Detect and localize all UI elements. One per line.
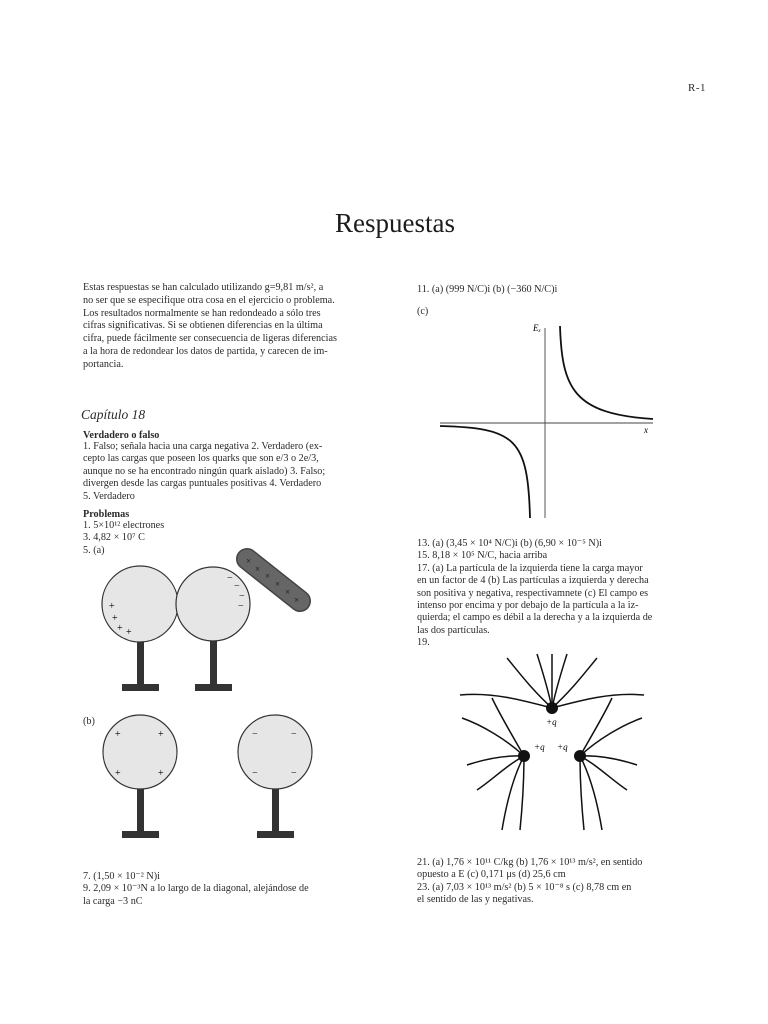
cross-mark: × (275, 579, 281, 589)
charge-top (546, 702, 558, 714)
answer-17: 17. (a) La partícula de la izquierda tiene la carga mayor (417, 562, 643, 574)
sphere-right (176, 567, 250, 691)
sphere-positive (103, 715, 177, 838)
field-lines-diagram (452, 650, 652, 835)
plus-sign: + (126, 627, 132, 638)
sphere-negative (238, 715, 312, 838)
chapter-heading: Capítulo 18 (81, 407, 146, 422)
charge-label: +q (534, 742, 545, 752)
answer-17-cont: en un factor de 4 (b) Las partículas a izquierda y derecha (417, 575, 649, 587)
field-graph (435, 318, 660, 528)
minus-sign: − (252, 768, 258, 779)
minus-sign: − (291, 729, 297, 740)
charged-rod (246, 556, 300, 605)
answer-17-cont: intenso por encima y por debajo de la partícula a la iz- (417, 600, 639, 612)
answer-5a: 5. (a) (83, 544, 105, 556)
answer-17-cont: las dos partículas. (417, 624, 490, 636)
intro-line: cifras significativas. Si se obtienen diferencias en la última (83, 320, 323, 332)
answer-1: 1. 5×10¹² electrones (83, 520, 165, 531)
answer-17-cont: quierda; el campo es débil a la derecha y a la izquierda de (417, 612, 653, 624)
plus-sign: + (158, 729, 164, 740)
x-axis-label: x (644, 425, 648, 435)
tf-line: 1. Falso; señala hacia una carga negativa 2. Verdadero (ex- (83, 441, 323, 452)
minus-sign: − (291, 768, 297, 779)
charge-label: +q (557, 742, 568, 752)
intro-line: a la hora de redondear los datos de partida, y carecen de im- (83, 345, 328, 357)
cross-mark: × (265, 571, 271, 581)
y-axis-label: Eₓ (533, 323, 542, 333)
intro-line: cifra, puede fácilmente ser consecuencia de ligeras diferencias (83, 333, 337, 345)
plus-sign: + (112, 613, 118, 624)
true-false-section (83, 430, 325, 503)
charge-left (518, 750, 530, 762)
plus-sign: + (115, 768, 121, 779)
minus-sign: − (227, 573, 233, 584)
answer-3: 3. 4,82 × 10⁷ C (83, 532, 145, 544)
intro-paragraph (83, 282, 375, 372)
answers-21-23 (417, 857, 642, 907)
answer-21: 21. (a) 1,76 × 10¹¹ C/kg (b) 1,76 × 10¹³ m/s², en sentido (417, 857, 643, 868)
answer-9-cont: la carga −3 nC (83, 895, 143, 907)
tf-line: 5. Verdadero (83, 490, 135, 502)
answers-7-9 (83, 871, 309, 908)
answer-5b-label: (b) (83, 716, 95, 727)
answer-9: 9. 2,09 × 10⁻³N a lo largo de la diagonal, alejándose de (83, 883, 309, 895)
problems-heading: Problemas (83, 509, 130, 520)
minus-sign: − (238, 601, 244, 612)
charge-label: +q (546, 717, 557, 727)
figure-5a (95, 545, 325, 695)
answer-11c: (c) (417, 306, 429, 317)
intro-line: Los resultados normalmente se han redondeado a sólo tres (83, 307, 321, 319)
right-answers (417, 538, 652, 650)
plus-sign: + (115, 729, 121, 740)
minus-sign: − (239, 591, 245, 602)
answer-13: 13. (a) (3,45 × 10⁴ N/C)i (b) (6,90 × 10⁻⁵ N)i (417, 538, 602, 549)
cross-mark: × (285, 587, 291, 597)
tf-line: cepto las cargas que poseen los quarks que son e/3 o 2e/3, (83, 453, 319, 465)
answer-23: 23. (a) 7,03 × 10¹³ m/s² (b) 5 × 10⁻⁸ s (c) 8,78 cm en (417, 881, 632, 893)
minus-sign: − (252, 729, 258, 740)
page-title: Respuestas (335, 208, 455, 238)
figure-5b (95, 710, 325, 845)
curve-left (440, 426, 530, 518)
intro-line: portancia. (83, 358, 124, 370)
plus-sign: + (109, 601, 115, 612)
cross-mark: × (246, 556, 252, 566)
tf-line: divergen desde las cargas puntuales positivas 4. Verdadero (83, 478, 322, 490)
answer-19: 19. (417, 637, 430, 649)
field-lines (460, 654, 644, 830)
answer-15: 15. 8,18 × 10⁵ N/C, hacia arriba (417, 550, 548, 562)
minus-sign: − (234, 581, 240, 592)
tf-line: aunque no se ha encontrado ningún quark aislado) 3. Falso; (83, 465, 326, 477)
page-number: R-1 (688, 82, 706, 94)
plus-sign: + (117, 623, 123, 634)
sphere-left (102, 566, 178, 691)
charge-right (574, 750, 586, 762)
answer-21-cont: opuesto a E (c) 0,171 μs (d) 25,6 cm (417, 869, 566, 881)
intro-line: no ser que se especifique otra cosa en el ejercicio o problema. (83, 294, 335, 306)
answer-23-cont: el sentido de las y negativas. (417, 894, 534, 906)
cross-mark: × (294, 595, 300, 605)
answer-17-cont: son positiva y negativa, respectivamnete (c) El campo es (417, 587, 649, 599)
answer-7: 7. (1,50 × 10⁻² N)i (83, 871, 160, 882)
curve-right (560, 326, 653, 419)
answer-11: 11. (a) (999 N/C)i (b) (−360 N/C)i (417, 284, 558, 295)
intro-line: Estas respuestas se han calculado utilizando g=9,81 m/s², a (83, 282, 324, 293)
plus-sign: + (158, 768, 164, 779)
cross-mark: × (255, 564, 261, 574)
true-false-heading: Verdadero o falso (83, 430, 160, 441)
